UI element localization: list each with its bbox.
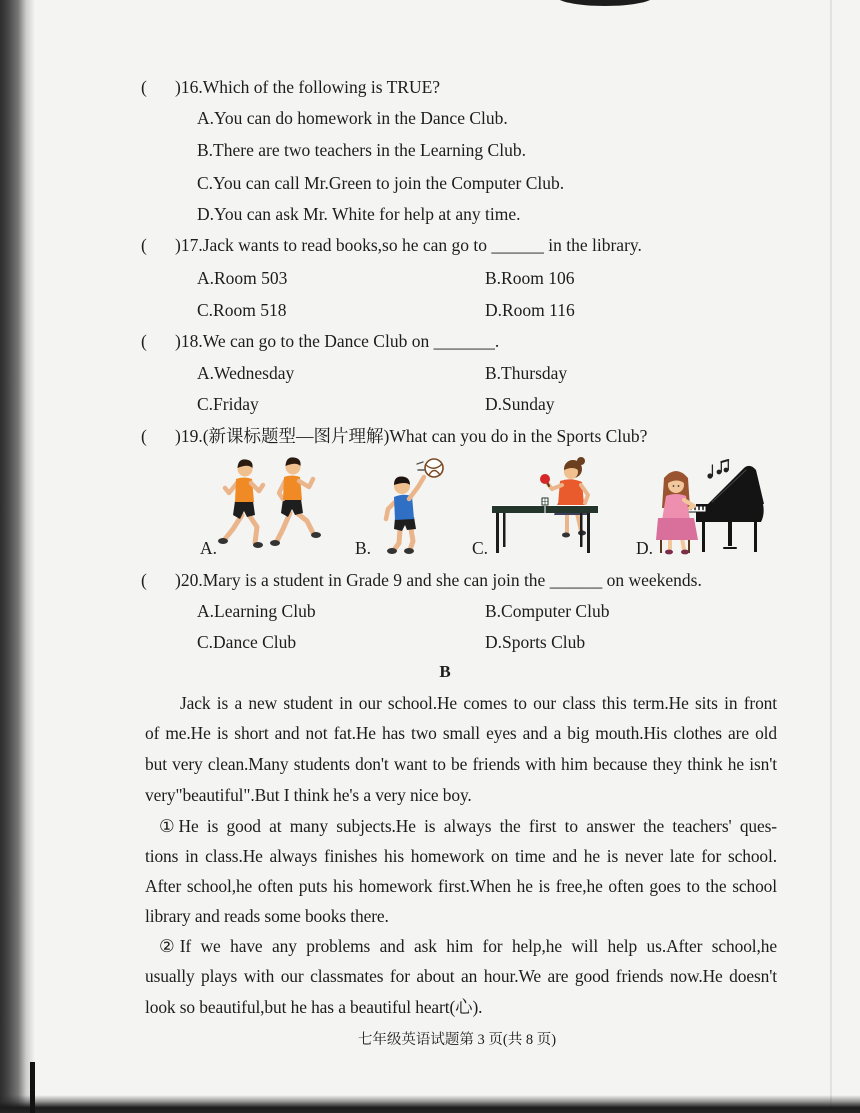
scan-shadow-top xyxy=(555,0,655,6)
question-stem: )17.Jack wants to read books,so he can go to ______ in the library. xyxy=(175,235,642,255)
piano-picture xyxy=(650,458,765,555)
running-picture xyxy=(215,455,327,555)
passage-line: After school,he often puts his homework first.When he is free,he often goes to the school xyxy=(145,876,777,896)
answer-bracket: ( xyxy=(141,331,147,351)
question-stem: )19.(新课标题型—图片理解)What can you do in the Sports Club? xyxy=(175,426,648,446)
question-stem: )20.Mary is a student in Grade 9 and she can join the ______ on weekends. xyxy=(175,570,702,590)
option-c: C.Room 518 xyxy=(197,300,287,320)
option-b-label: B. xyxy=(355,538,372,558)
answer-bracket: ( xyxy=(141,235,147,255)
passage-line: of me.He is short and not fat.He has two small eyes and a big mouth.His clothes are old xyxy=(145,723,777,743)
scan-bar-left-bottom xyxy=(30,1062,35,1113)
passage-line: library and reads some books there. xyxy=(145,906,389,926)
volleyball-picture xyxy=(372,455,457,555)
passage-line: ②If we have any problems and ask him for help,he will help us.After school,he xyxy=(159,936,777,956)
option-d: D.Sports Club xyxy=(485,632,586,652)
answer-bracket: ( xyxy=(141,426,147,446)
option-d: D.You can ask Mr. White for help at any time. xyxy=(197,204,521,224)
passage-line: but very clean.Many students don't want to be friends with him because they think he isn't xyxy=(145,754,777,774)
passage-line: ①He is good at many subjects.He is always the first to answer the teachers' ques- xyxy=(159,816,777,836)
scan-edge-bottom xyxy=(0,1095,860,1113)
option-a: A.Room 503 xyxy=(197,268,288,288)
section-heading: B xyxy=(439,662,451,681)
option-b: B.There are two teachers in the Learning Club. xyxy=(197,140,526,160)
option-d: D.Room 116 xyxy=(485,300,575,320)
option-b: B.Room 106 xyxy=(485,268,575,288)
question-stem: )16.Which of the following is TRUE? xyxy=(175,77,441,97)
option-d: D.Sunday xyxy=(485,394,555,414)
passage-line: Jack is a new student in our school.He comes to our class this term.He sits in front xyxy=(180,693,777,713)
option-c: C.Friday xyxy=(197,394,259,414)
option-a-label: A. xyxy=(200,538,218,558)
option-c: C.Dance Club xyxy=(197,632,297,652)
passage-line: usually plays with our classmates for about an hour.We are good friends now.He doesn't xyxy=(145,966,777,986)
scan-edge-left xyxy=(0,0,36,1113)
option-b: B.Thursday xyxy=(485,363,568,383)
passage-line: very"beautiful".But I think he's a very nice boy. xyxy=(145,785,472,805)
question-stem: )18.We can go to the Dance Club on _______. xyxy=(175,331,500,351)
answer-bracket: ( xyxy=(141,570,147,590)
passage-line: look so beautiful,but he has a beautiful heart(心). xyxy=(145,997,483,1017)
scan-edge-right xyxy=(830,0,832,1113)
option-a: A.You can do homework in the Dance Club. xyxy=(197,108,508,128)
table-tennis-picture xyxy=(490,455,602,555)
option-a: A.Learning Club xyxy=(197,601,316,621)
option-b: B.Computer Club xyxy=(485,601,610,621)
option-d-label: D. xyxy=(636,538,654,558)
option-c-label: C. xyxy=(472,538,489,558)
page-footer: 七年级英语试题第 3 页(共 8 页) xyxy=(357,1032,557,1048)
option-a: A.Wednesday xyxy=(197,363,295,383)
passage-line: tions in class.He always finishes his homework on time and he is never late for school. xyxy=(145,846,777,866)
answer-bracket: ( xyxy=(141,77,147,97)
option-c: C.You can call Mr.Green to join the Computer Club. xyxy=(197,173,565,193)
